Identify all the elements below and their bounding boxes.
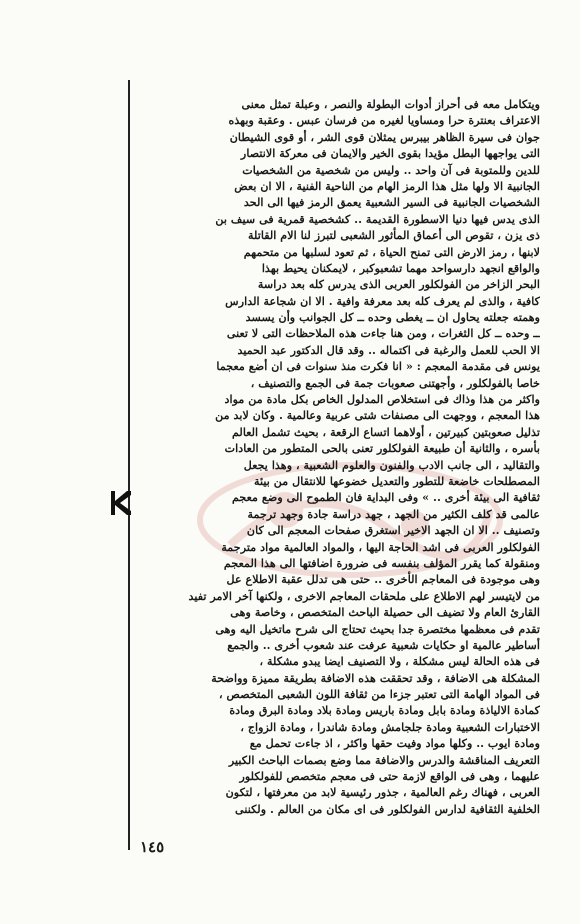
page-number: ١٤٥ — [140, 838, 165, 856]
text-line: خاصا بالفولكلور ، وأجهتنى صعوبات جمة فى الجمع والتصنيف ، — [250, 375, 540, 390]
text-line: واكثر من هذا وذاك فى استخلاص المدلول الخاص بكل مادة من مواد — [224, 392, 540, 407]
text-line: وتصنيف .. الا ان الجهد الاخير استغرق صفحات المعجم الى كان — [246, 523, 540, 538]
body-text — [140, 96, 540, 816]
text-line: المصطلحات خاضعة للتطور والتعديل خضوعها للانتقال من بيئة — [254, 473, 540, 488]
text-line: ويتكامل معه فى أحراز أدوات البطولة والنصر ، وعبلة تمثل معنى — [241, 97, 540, 111]
text-line: الخلفية الثقافية لدارس الفولكلور فى اى مكان من العالم . ولكننى — [235, 801, 540, 816]
text-line: الاختبارات الشعبية ومادة جلجامش ومادة شاندرا ، ومادة الزواج ، — [240, 719, 540, 734]
text-line: والواقع انجهد دارسواحد مهما تشعبوكبر ، لايمكنان يحيط بهذا — [261, 260, 540, 275]
text-line: تقدم فى معظمها مختصرة جدا بحيث تحتاج الى شرح ماتخيل اليه وهى — [215, 621, 540, 636]
margin-arrow-icon — [109, 490, 131, 516]
text-line: الشخصيات الجانبية فى السير الشعبية يعمق الرمز فيها الى الحد — [243, 195, 540, 210]
text-line: الذى يدس فيها دنيا الاسطورة القديمة .. كشخصية قمرية فى سيف بن — [215, 211, 540, 226]
text-line: لابنها ، رمز الارض التى تمنح الحياة ، ثم تعود لسلبها من متحمهم — [243, 244, 540, 259]
text-line: القارئ العام ولا تضيف الى حصيلة الباحث المتخصص ، وخاصة وهى — [230, 605, 540, 620]
text-line: ــ وحده ــ كل الثغرات ، ومن هنا جاءت هذه الملاحظات التى لا تعنى — [226, 326, 540, 341]
margin-rule — [128, 80, 130, 850]
text-line: العربى ، فهناك رغم العالمية ، جذور رئيسية لابد من معرفتها ، لتكون — [225, 785, 540, 800]
text-line: للدين وللمتوبة فى آن واحد .. وليس من شخصية من الشخصيات — [242, 162, 540, 177]
text-line: يونس فى مقدمة المعجم : « انا فكرت منذ سنوات فى ان أضع معجما — [216, 359, 540, 374]
text-line: عالمى قد كلف الكثير من الجهد ، جهد دراسة جادة وجهد ترجمة — [247, 506, 540, 521]
text-line: من لايتيسر لهم الاطلاع على ملحقات المعاجم الاخرى ، ولكنها آخر الامر تفيد — [188, 588, 540, 603]
text-line: أساطير عالمية او حكايات شعبية عرفت عند شعوب أخرى .. والجمع — [227, 637, 540, 652]
text-line: الاعتراف بعنترة حرا ومساويا لغيره من فرسان عبس . وعقبة وبهذه — [228, 113, 540, 128]
text-line: بأسره ، والثانية أن طبيعة الفولكلور تعنى بالحى المتطور من العادات — [224, 441, 540, 456]
text-line: الفولكلور العربى فى اشد الحاجة اليها ، والمواد العالمية مواد مترجمة — [221, 539, 540, 554]
text-line: وهمته جعلته يحاول ان ــ يغطى وحده ــ كل الجوانب وأن يسسد — [245, 310, 540, 325]
text-line: المشكلة هى الاضافة ، وقد تحققت هذه الاضافة بطريقة مميزة وواضحة — [211, 670, 540, 685]
text-line: وهى موجودة فى المعاجم الأخرى .. حتى هى تدلل عقبة الاطلاع عل — [226, 572, 540, 587]
text-line: ومادة ايوب .. وكلها مواد وفيت حقها واكثر ، اذ جاءت تحمل مع — [249, 736, 540, 751]
text-line: والتقاليد ، الى جانب الادب والفنون والعلوم الشعبية ، وهذا يجعل — [243, 457, 540, 472]
text-line: فى المواد الهامة التى تعتبر جزءا من ثقافة اللون الشعبى المتخصص ، — [218, 687, 540, 702]
text-line: كافية ، والذى لم يعرف كله بعد معرفة وافية . الا ان شجاعة الدارس — [225, 293, 540, 308]
text-line: الا الحب للعمل والرغبة فى اكتماله .. وقد قال الدكتور عبد الحميد — [237, 342, 540, 357]
text-line: كمادة الالياذة ومادة بابل ومادة باريس ومادة بلاد ومادة البرق ومادة — [229, 703, 540, 718]
text-line: ذى يزن ، تقوص الى أعماق المأثور الشعبى لتبرز لنا الام القاتلة — [248, 228, 540, 243]
text-line: التعريف المناقشة والدرس والاضافة مما وضع بصمات الباحث الكبير — [228, 752, 540, 767]
text-line: ثقافية الى بيئة أخرى .. » وفى البداية فان الطموح الى وضع معجم — [231, 490, 540, 505]
text-line: التى يواجهها البطل مؤيدا بقوى الخير والايمان فى معركة الانتصار — [240, 146, 540, 161]
text-line: تذليل صعوبتين كبيرتين ، أولاهما اتساع الرقعة ، بحيث تشمل العالم — [231, 424, 540, 439]
text-line: عليهما ، وهى فى الواقع لازمة حتى فى معجم متخصص للفولكلور — [239, 769, 540, 784]
text-line: الجانبية الا ولها مثل هذا الرمز الهام من الناحية الفنية ، الا ان بعض — [234, 178, 540, 193]
text-line: هذا المعجم ، ووجهت الى مصنفات شتى عربية وعالمية . وكان لابد من — [215, 408, 540, 423]
text-line: جوان فى سيرة الظاهر بيبرس يمثلان قوى الشر ، أو قوى الشيطان — [229, 129, 540, 144]
text-line: ومنقولة كما يقرر المؤلف بنفسه فى ضرورة اضافتها الى هذا المعجم — [223, 555, 540, 570]
text-line: البحر الزاخر من الفولكلور العربى الذى يدرس كله بعد دراسة — [257, 277, 540, 292]
text-line: فى هذه الحالة ليس مشكلة ، ولا التصنيف ايضا يبدو مشكلة ، — [259, 654, 540, 669]
